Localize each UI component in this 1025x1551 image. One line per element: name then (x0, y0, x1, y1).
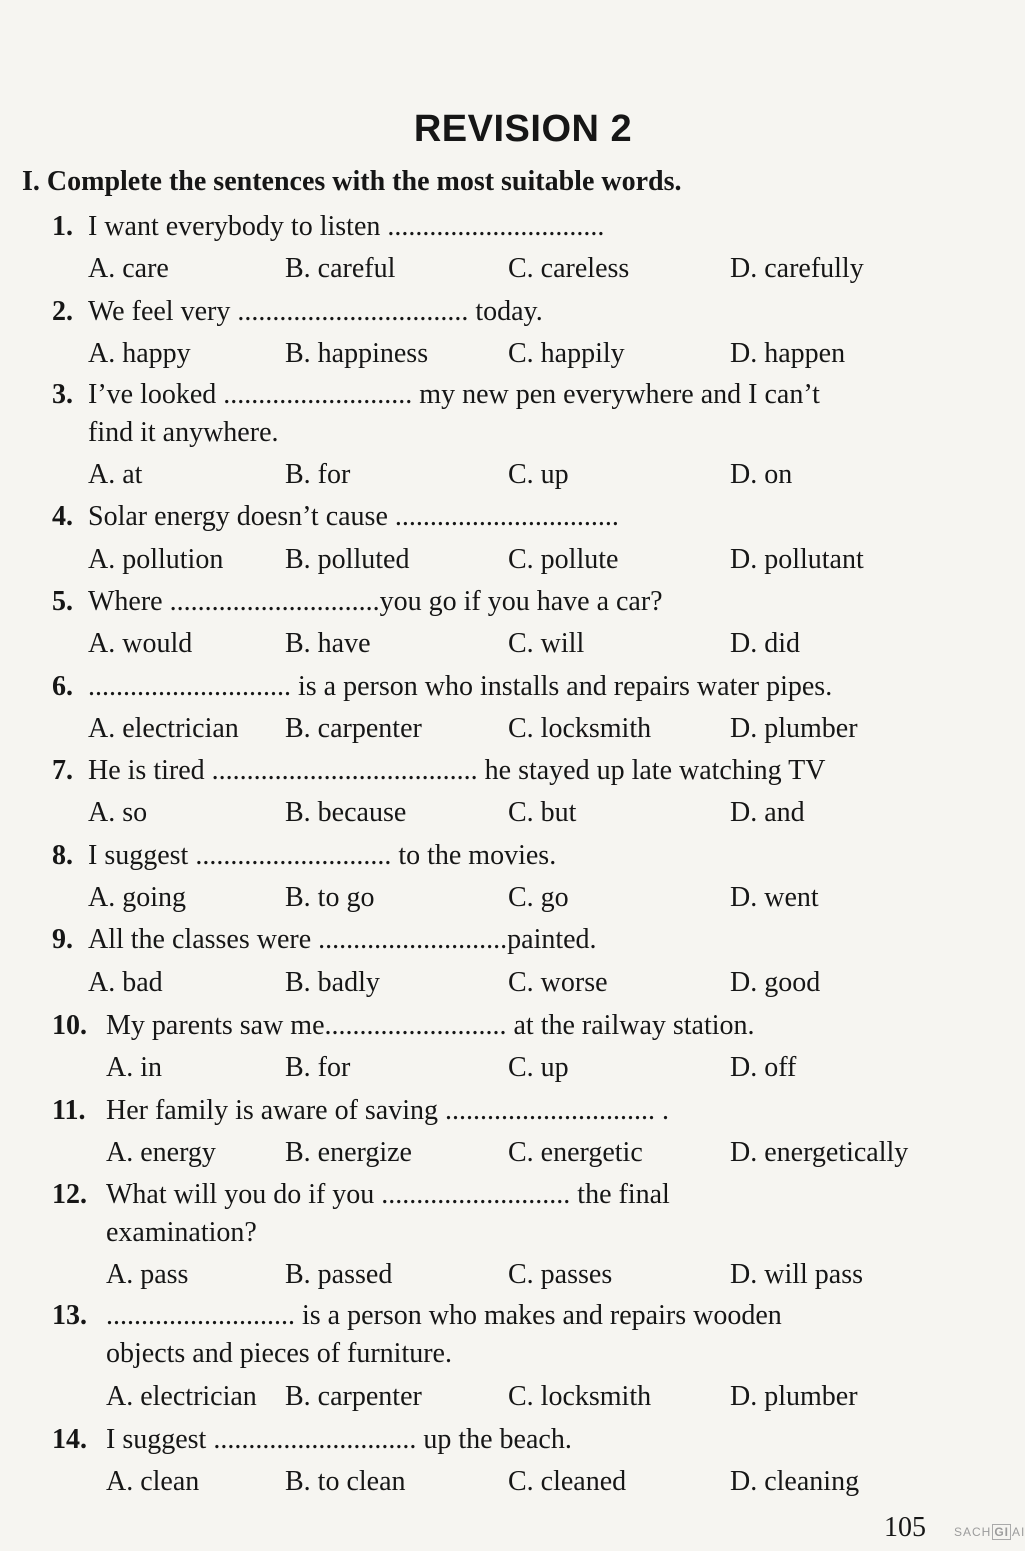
answer-option-c: C. energetic (508, 1137, 643, 1168)
question-text: He is tired ...................................... he stayed up late watching TV (88, 755, 826, 786)
answer-option-b: B. careful (285, 253, 396, 284)
question-text: ........................... is a person who makes and repairs wooden (106, 1300, 782, 1331)
question-text: objects and pieces of furniture. (106, 1338, 452, 1369)
answer-option-b: B. to clean (285, 1466, 406, 1497)
answer-option-d: D. carefully (730, 253, 864, 284)
question-number: 4. (52, 501, 73, 532)
answer-option-d: D. off (730, 1052, 797, 1083)
answer-option-b: B. because (285, 797, 407, 828)
watermark-logo (954, 1524, 1025, 1540)
question-text: All the classes were ...........................painted. (88, 924, 597, 955)
question-number: 5. (52, 586, 73, 617)
answer-option-a: A. energy (106, 1137, 216, 1168)
answer-option-a: A. pollution (88, 544, 224, 575)
answer-option-a: A. pass (106, 1259, 189, 1290)
question-number: 14. (52, 1424, 87, 1455)
question-number: 6. (52, 671, 73, 702)
answer-option-c: C. worse (508, 967, 608, 998)
question-text: I suggest ............................. up the beach. (106, 1424, 572, 1455)
answer-option-a: A. going (88, 882, 186, 913)
answer-option-d: D. on (730, 459, 793, 490)
question-number: 9. (52, 924, 73, 955)
answer-option-d: D. energetically (730, 1137, 909, 1168)
answer-option-b: B. passed (285, 1259, 393, 1290)
question-number: 2. (52, 296, 73, 327)
watermark-boxed: GI (994, 1525, 1010, 1539)
watermark-right: AI (1012, 1525, 1025, 1539)
question-text: ............................. is a person who installs and repairs water pipes. (88, 671, 833, 702)
answer-option-d: D. pollutant (730, 544, 864, 575)
question-number: 11. (52, 1095, 86, 1126)
page-number: 105 (884, 1512, 926, 1543)
answer-option-c: C. go (508, 882, 569, 913)
question-text: Her family is aware of saving .............................. . (106, 1095, 669, 1126)
question-text: We feel very ................................. today. (88, 296, 543, 327)
answer-option-a: A. bad (88, 967, 163, 998)
answer-option-c: C. up (508, 459, 569, 490)
answer-option-b: B. to go (285, 882, 375, 913)
answer-option-c: C. will (508, 628, 585, 659)
question-number: 12. (52, 1179, 87, 1210)
question-text: What will you do if you ........................... the final (106, 1179, 670, 1210)
answer-option-a: A. care (88, 253, 169, 284)
answer-option-d: D. plumber (730, 1381, 858, 1412)
answer-option-a: A. would (88, 628, 193, 659)
answer-option-b: B. for (285, 1052, 351, 1083)
question-number: 8. (52, 840, 73, 871)
answer-option-c: C. happily (508, 338, 625, 369)
watermark-left: SACH (954, 1525, 992, 1539)
question-text: Where ..............................you go if you have a car? (88, 586, 663, 617)
answer-option-a: A. at (88, 459, 143, 490)
question-text: Solar energy doesn’t cause ................................ (88, 501, 619, 532)
answer-option-c: C. careless (508, 253, 630, 284)
answer-option-a: A. electrician (88, 713, 239, 744)
question-number: 7. (52, 755, 73, 786)
question-number: 3. (52, 379, 73, 410)
answer-option-b: B. energize (285, 1137, 412, 1168)
question-text: My parents saw me.......................... at the railway station. (106, 1010, 755, 1041)
section-heading: I. Complete the sentences with the most suitable words. (22, 166, 682, 197)
answer-option-b: B. badly (285, 967, 380, 998)
answer-option-a: A. happy (88, 338, 191, 369)
answer-option-d: D. happen (730, 338, 846, 369)
question-text: examination? (106, 1217, 257, 1248)
question-number: 13. (52, 1300, 87, 1331)
answer-option-c: C. cleaned (508, 1466, 627, 1497)
answer-option-d: D. cleaning (730, 1466, 860, 1497)
page-title: REVISION 2 (413, 108, 633, 150)
answer-option-d: D. will pass (730, 1259, 863, 1290)
answer-option-b: B. carpenter (285, 1381, 422, 1412)
question-text: find it anywhere. (88, 417, 279, 448)
question-number: 10. (52, 1010, 87, 1041)
answer-option-d: D. did (730, 628, 800, 659)
answer-option-c: C. passes (508, 1259, 613, 1290)
answer-option-d: D. went (730, 882, 819, 913)
answer-option-d: D. and (730, 797, 805, 828)
answer-option-a: A. in (106, 1052, 162, 1083)
answer-option-b: B. polluted (285, 544, 410, 575)
answer-option-b: B. have (285, 628, 371, 659)
answer-option-c: C. locksmith (508, 713, 652, 744)
question-number: 1. (52, 211, 73, 242)
answer-option-c: C. up (508, 1052, 569, 1083)
question-text: I want everybody to listen ............................... (88, 211, 605, 242)
answer-option-b: B. happiness (285, 338, 429, 369)
answer-option-c: C. but (508, 797, 577, 828)
question-text: I’ve looked ........................... my new pen everywhere and I can’t (88, 379, 820, 410)
answer-option-b: B. for (285, 459, 351, 490)
answer-option-a: A. clean (106, 1466, 200, 1497)
answer-option-b: B. carpenter (285, 713, 422, 744)
answer-option-c: C. locksmith (508, 1381, 652, 1412)
answer-option-d: D. good (730, 967, 821, 998)
answer-option-a: A. electrician (106, 1381, 257, 1412)
answer-option-d: D. plumber (730, 713, 858, 744)
answer-option-c: C. pollute (508, 544, 619, 575)
question-text: I suggest ............................ to the movies. (88, 840, 557, 871)
answer-option-a: A. so (88, 797, 148, 828)
